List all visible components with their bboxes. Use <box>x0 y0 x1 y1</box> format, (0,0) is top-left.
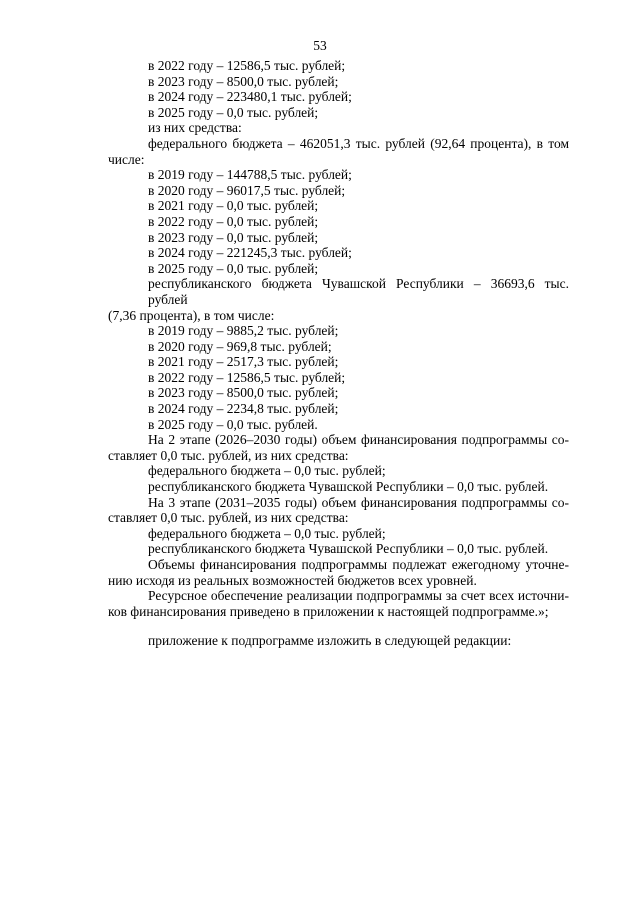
text-line: федерального бюджета – 0,0 тыс. рублей; <box>148 525 386 541</box>
text-line: числе: <box>108 151 145 167</box>
text-line: в 2023 году – 8500,0 тыс. рублей; <box>148 73 339 89</box>
text-line: ков финансирования приведено в приложении к настоящей подпрограмме.»; <box>108 603 549 619</box>
text-line: в 2024 году – 221245,3 тыс. рублей; <box>148 245 352 261</box>
text-line: в 2023 году – 0,0 тыс. рублей; <box>148 229 319 245</box>
text-line: в 2025 году – 0,0 тыс. рублей; <box>148 104 319 120</box>
page-number: 53 <box>313 38 327 53</box>
text-line: в 2019 году – 144788,5 тыс. рублей; <box>148 167 352 183</box>
text-line: в 2025 году – 0,0 тыс. рублей. <box>148 416 318 432</box>
text-line: в 2020 году – 96017,5 тыс. рублей; <box>148 182 346 198</box>
text-line: федерального бюджета – 0,0 тыс. рублей; <box>148 463 386 479</box>
text-line: республиканского бюджета Чувашской Республики – 0,0 тыс. рублей. <box>148 479 549 495</box>
text-line: (7,36 процента), в том числе: <box>108 307 275 323</box>
text-line: Объемы финансирования подпрограммы подлежат ежегодному уточне- <box>148 557 569 572</box>
text-line: ставляет 0,0 тыс. рублей, из них средства: <box>108 510 349 526</box>
text-line: На 3 этапе (2031–2035 годы) объем финансирования подпрограммы со- <box>148 494 569 510</box>
text-line: федерального бюджета – 462051,3 тыс. рублей (92,64 процента), в том <box>148 135 569 151</box>
text-line: в 2022 году – 12586,5 тыс. рублей; <box>148 369 346 385</box>
text-line: в 2024 году – 2234,8 тыс. рублей; <box>148 401 339 417</box>
text-line: в 2025 году – 0,0 тыс. рублей; <box>148 260 319 276</box>
paragraph-gap <box>108 619 569 633</box>
text-line: республиканского бюджета Чувашской Республики – 36693,6 тыс. рублей <box>148 276 569 307</box>
text-line: приложение к подпрограмме изложить в следующей редакции: <box>148 633 512 649</box>
document-body <box>108 58 569 649</box>
text-line: в 2021 году – 2517,3 тыс. рублей; <box>148 354 339 370</box>
text-line: в 2023 году – 8500,0 тыс. рублей; <box>148 385 339 401</box>
text-line: в 2021 году – 0,0 тыс. рублей; <box>148 198 319 214</box>
text-line: из них средства: <box>148 120 242 136</box>
text-line: ставляет 0,0 тыс. рублей, из них средства: <box>108 447 349 463</box>
text-line: в 2024 году – 223480,1 тыс. рублей; <box>148 89 352 105</box>
text-line: нию исходя из реальных возможностей бюджетов всех уровней. <box>108 572 477 588</box>
text-line: республиканского бюджета Чувашской Республики – 0,0 тыс. рублей. <box>148 541 549 557</box>
text-line: в 2022 году – 12586,5 тыс. рублей; <box>148 58 346 73</box>
text-line: в 2019 году – 9885,2 тыс. рублей; <box>148 323 339 339</box>
text-line: в 2022 году – 0,0 тыс. рублей; <box>148 213 319 229</box>
text-line: На 2 этапе (2026–2030 годы) объем финансирования подпрограммы со- <box>148 432 569 448</box>
text-line: Ресурсное обеспечение реализации подпрограммы за счет всех источни- <box>148 588 569 604</box>
text-line: в 2020 году – 969,8 тыс. рублей; <box>148 338 332 354</box>
